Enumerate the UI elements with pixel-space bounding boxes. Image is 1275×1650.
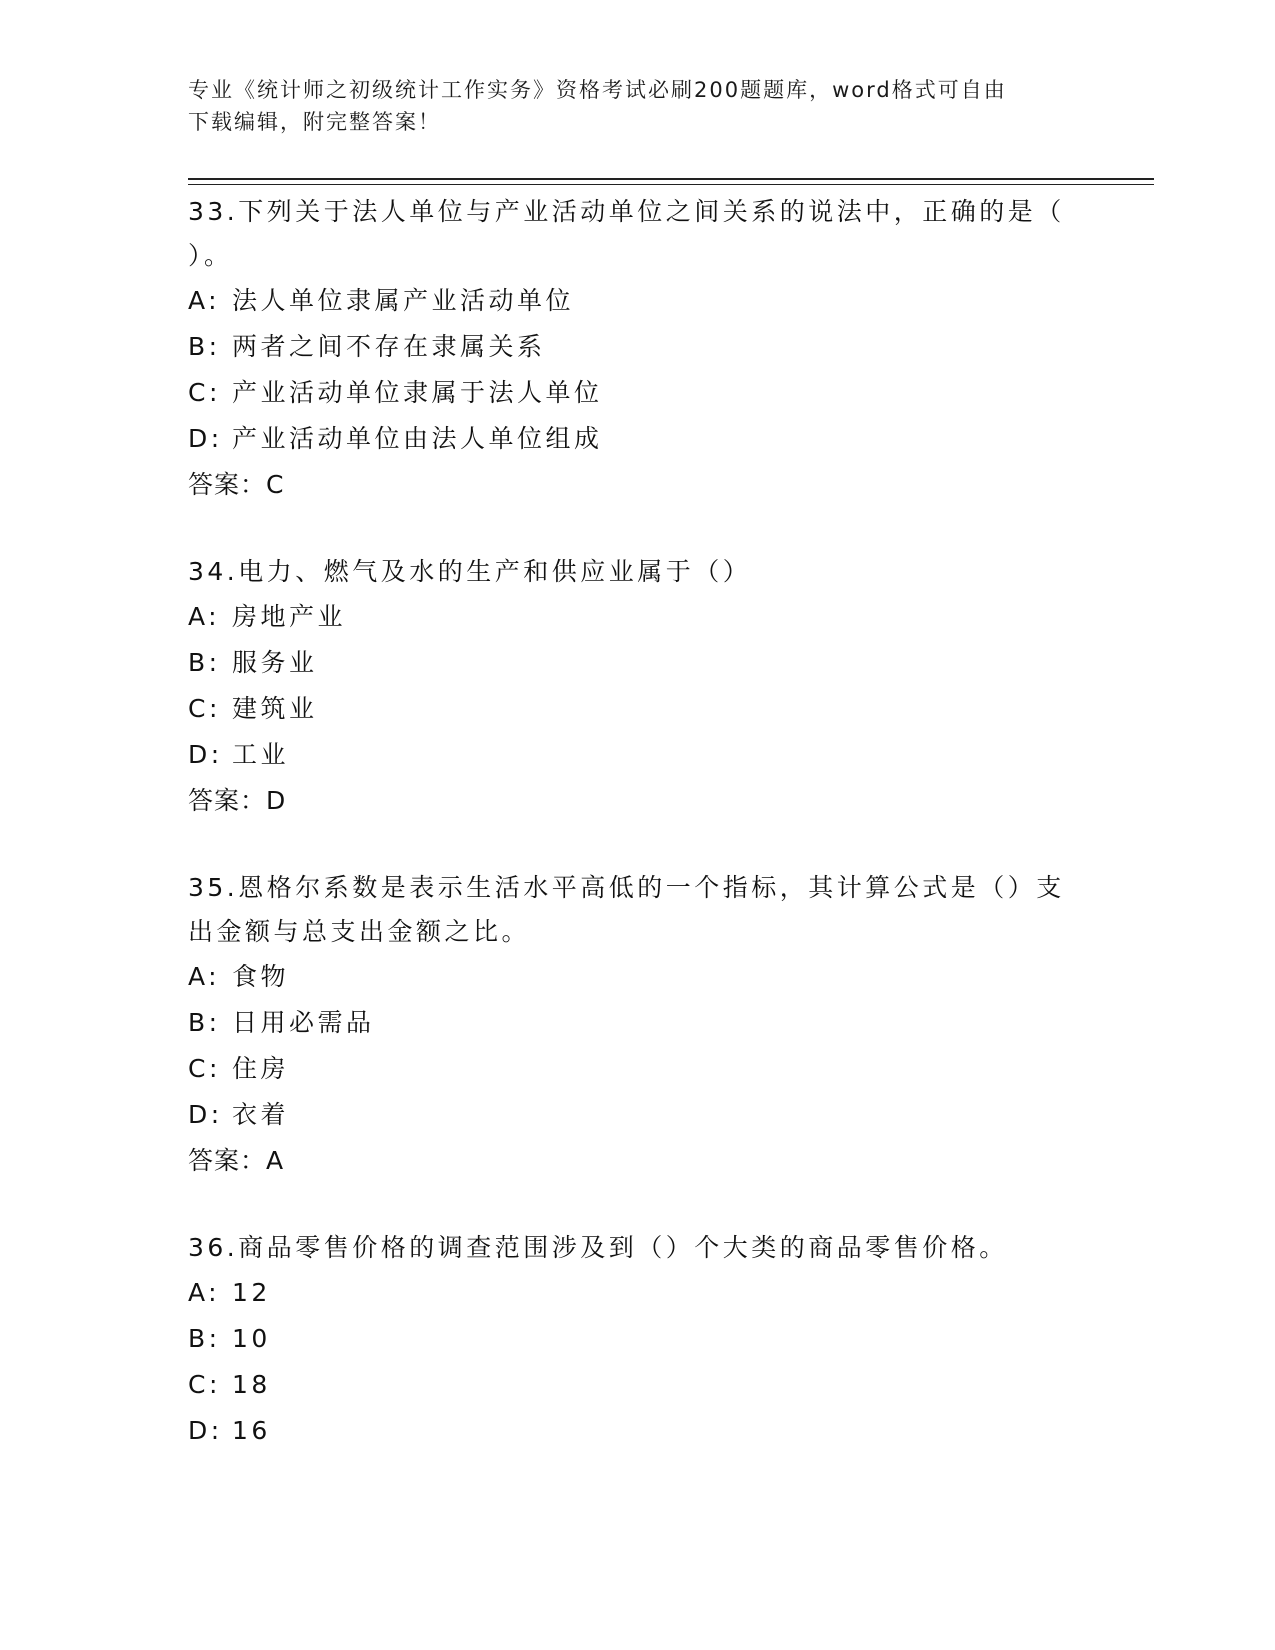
- option-d: [188, 416, 1088, 462]
- option-text: 产业活动单位由法人单位组成: [232, 424, 603, 453]
- option-letter: C:: [188, 378, 221, 407]
- header-divider-thin: [188, 184, 1154, 185]
- option-letter: B:: [188, 1008, 221, 1037]
- question-36: [188, 1226, 1088, 1454]
- option-c: [188, 370, 1088, 416]
- option-text: 食物: [232, 962, 290, 991]
- question-stem-line-1: 34.电力、燃气及水的生产和供应业属于（）: [188, 557, 752, 586]
- option-d: [188, 732, 1088, 778]
- option-b: [188, 1000, 1088, 1046]
- option-letter: D:: [188, 424, 223, 453]
- question-stem-line-2: 出金额与总支出金额之比。: [188, 917, 531, 946]
- option-text: 房地产业: [232, 602, 347, 631]
- option-letter: A:: [188, 1278, 221, 1307]
- option-a: [188, 594, 1088, 640]
- option-c: [188, 1046, 1088, 1092]
- option-letter: B:: [188, 1324, 221, 1353]
- option-text: 衣着: [232, 1100, 290, 1129]
- option-text: 建筑业: [232, 694, 318, 723]
- option-text: 16: [232, 1416, 271, 1445]
- header-divider-thick: [188, 178, 1154, 180]
- option-a: [188, 1270, 1088, 1316]
- option-text: 法人单位隶属产业活动单位: [232, 286, 575, 315]
- option-letter: D:: [188, 1416, 223, 1445]
- option-d: [188, 1092, 1088, 1138]
- option-letter: A:: [188, 286, 221, 315]
- document-header: [188, 74, 1088, 138]
- option-text: 10: [232, 1324, 271, 1353]
- option-text: 12: [232, 1278, 271, 1307]
- answer-line: 答案：D: [188, 786, 287, 815]
- option-d: [188, 1408, 1088, 1454]
- option-b: [188, 1316, 1088, 1362]
- question-list: [188, 190, 1088, 1454]
- option-letter: C:: [188, 1054, 221, 1083]
- option-text: 服务业: [232, 648, 318, 677]
- option-text: 日用必需品: [232, 1008, 375, 1037]
- question-34: [188, 550, 1088, 824]
- option-letter: B:: [188, 648, 221, 677]
- question-stem-line-1: 36.商品零售价格的调查范围涉及到（）个大类的商品零售价格。: [188, 1233, 1008, 1262]
- header-line-2: 下载编辑，附完整答案！: [188, 110, 441, 134]
- option-letter: D:: [188, 740, 223, 769]
- question-35: [188, 866, 1088, 1184]
- option-text: 住房: [232, 1054, 290, 1083]
- question-stem-line-2: ）。: [188, 241, 233, 270]
- header-line-1: 专业《统计师之初级统计工作实务》资格考试必刷200题题库，word格式可自由: [188, 78, 1007, 102]
- option-text: 两者之间不存在隶属关系: [232, 332, 546, 361]
- option-text: 产业活动单位隶属于法人单位: [232, 378, 603, 407]
- question-stem-line-1: 35.恩格尔系数是表示生活水平高低的一个指标，其计算公式是（）支: [188, 873, 1065, 902]
- option-letter: A:: [188, 602, 221, 631]
- option-text: 工业: [232, 740, 290, 769]
- question-33: [188, 190, 1088, 508]
- option-c: [188, 1362, 1088, 1408]
- option-a: [188, 954, 1088, 1000]
- option-text: 18: [232, 1370, 271, 1399]
- question-stem-line-1: 33.下列关于法人单位与产业活动单位之间关系的说法中，正确的是（: [188, 197, 1065, 226]
- option-b: [188, 324, 1088, 370]
- option-letter: D:: [188, 1100, 223, 1129]
- option-c: [188, 686, 1088, 732]
- answer-line: 答案：A: [188, 1146, 285, 1175]
- option-b: [188, 640, 1088, 686]
- option-letter: B:: [188, 332, 221, 361]
- option-letter: C:: [188, 694, 221, 723]
- option-letter: A:: [188, 962, 221, 991]
- option-letter: C:: [188, 1370, 221, 1399]
- answer-line: 答案：C: [188, 470, 285, 499]
- option-a: [188, 278, 1088, 324]
